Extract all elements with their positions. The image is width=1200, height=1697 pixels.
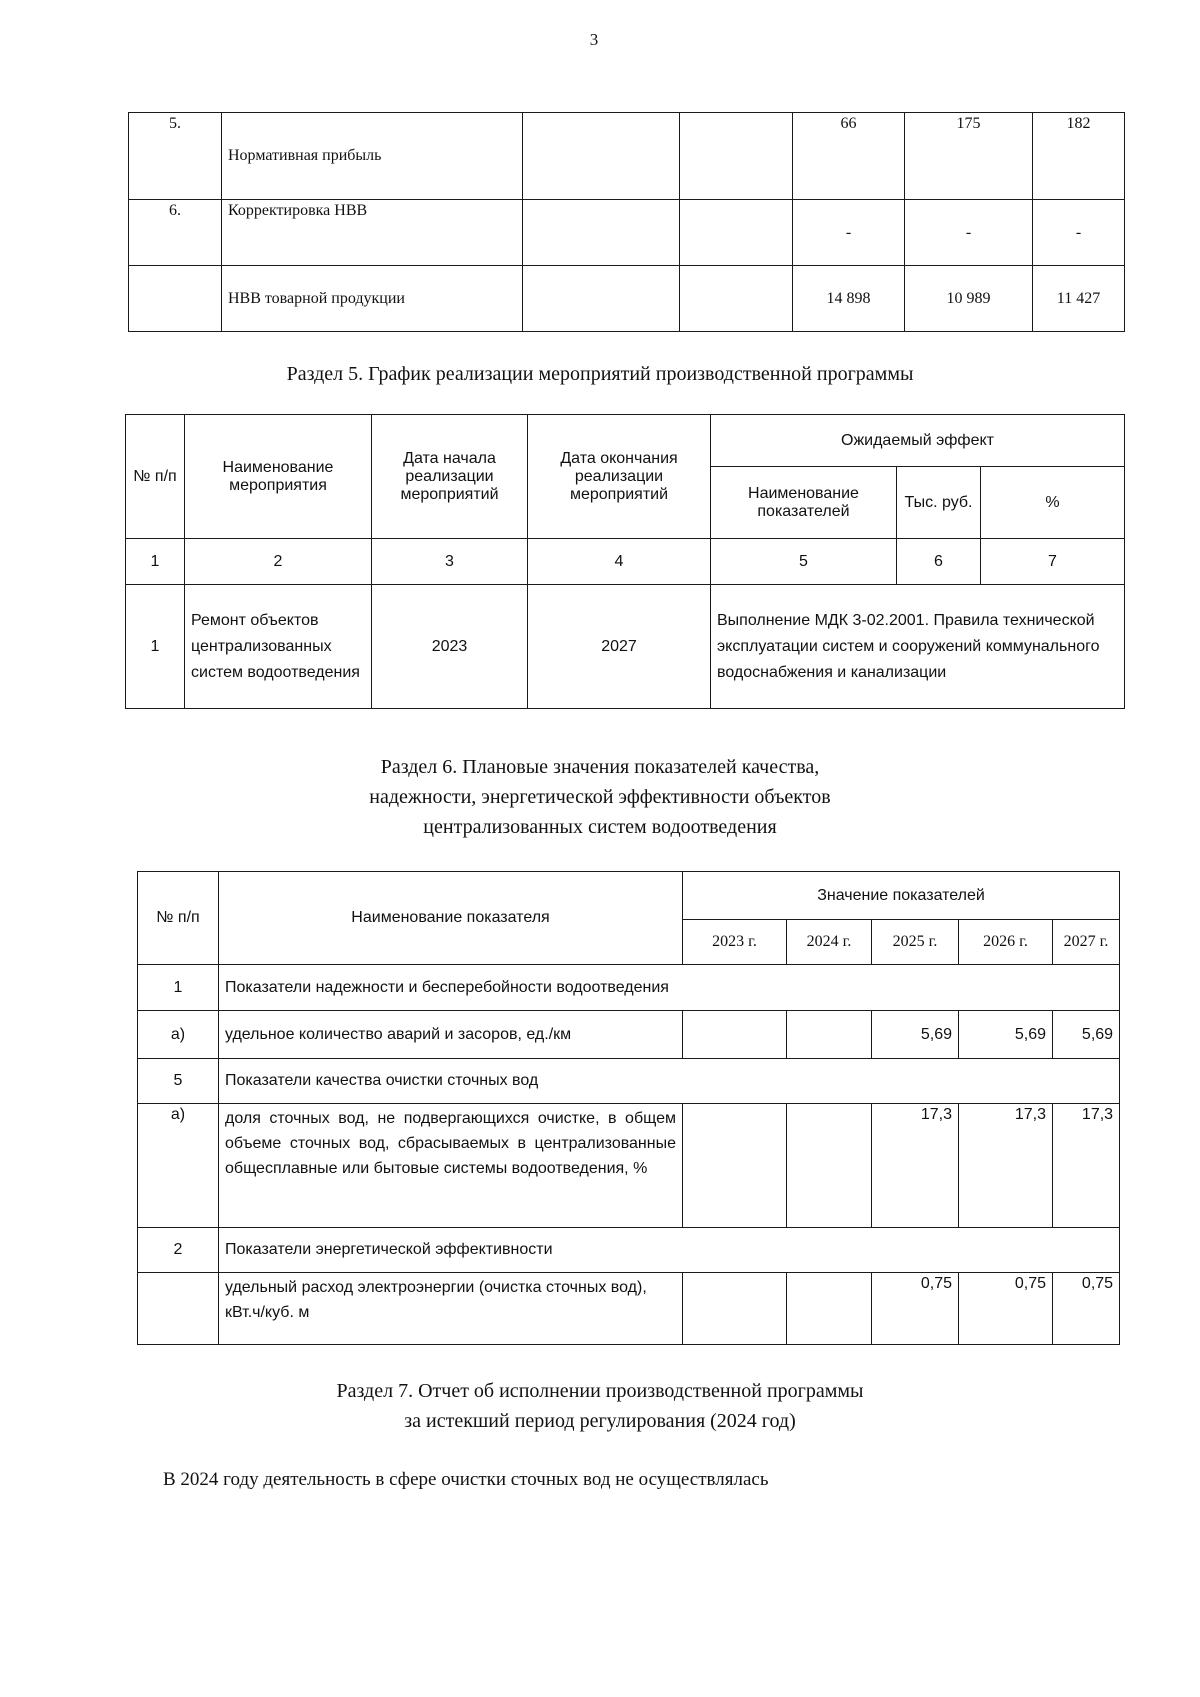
header-name: Наименование мероприятия: [185, 415, 372, 539]
empty-cell: [523, 113, 680, 200]
row-number: 5.: [129, 113, 222, 200]
col-number: 7: [981, 539, 1125, 585]
table-row: [138, 1104, 1120, 1228]
value-cell: 17,3: [872, 1104, 959, 1228]
value-cell: 17,3: [1053, 1104, 1120, 1228]
value-cell: -: [1033, 200, 1125, 266]
table-row: [129, 113, 1125, 200]
value-cell: -: [905, 200, 1033, 266]
value-cell: [683, 1011, 787, 1059]
header-thousand-rub: Тыс. руб.: [897, 467, 981, 539]
group-row: [138, 1059, 1120, 1104]
header-start-date: Дата начала реализации мероприятий: [372, 415, 528, 539]
row-number: а): [138, 1011, 219, 1059]
header-name: Наименование показателя: [219, 872, 683, 965]
value-cell: [787, 1273, 872, 1345]
group-number: 1: [138, 965, 219, 1011]
empty-cell: [680, 200, 793, 266]
header-values: Значение показателей: [683, 872, 1120, 920]
empty-cell: [523, 200, 680, 266]
header-year: 2024 г.: [787, 920, 872, 965]
section7-title: [0, 1376, 1200, 1436]
value-cell: 5,69: [1053, 1011, 1120, 1059]
header-year: 2023 г.: [683, 920, 787, 965]
table-section5: [125, 414, 1125, 709]
group-title: Показатели надежности и бесперебойности водоотведения: [219, 965, 1120, 1011]
empty-cell: [680, 113, 793, 200]
group-row: [138, 1228, 1120, 1273]
header-percent: %: [981, 467, 1125, 539]
group-row: [138, 965, 1120, 1011]
row-name: Ремонт объектов централизованных систем водоотведения: [185, 585, 372, 709]
row-number: 1: [126, 585, 185, 709]
group-number: 2: [138, 1228, 219, 1273]
row-number: а): [138, 1104, 219, 1228]
value-cell: 0,75: [959, 1273, 1053, 1345]
group-title: Показатели энергетической эффективности: [219, 1228, 1120, 1273]
value-cell: 0,75: [1053, 1273, 1120, 1345]
section6-title-line: централизованных систем водоотведения: [423, 816, 777, 838]
row-name: удельный расход электроэнергии (очистка сточных вод), кВт.ч/куб. м: [219, 1273, 683, 1345]
col-number: 6: [897, 539, 981, 585]
row-name: удельное количество аварий и засоров, ед./км: [219, 1011, 683, 1059]
row-effect: Выполнение МДК 3-02.2001. Правила технической эксплуатации систем и сооружений коммунального водоснабжения и канализации: [711, 585, 1125, 709]
value-cell: 5,69: [872, 1011, 959, 1059]
section6-title-line: Раздел 6. Плановые значения показателей качества,: [380, 756, 820, 778]
table-row: [129, 266, 1125, 332]
column-numbers-row: [126, 539, 1125, 585]
section7-title-line: за истекший период регулирования (2024 год): [404, 1410, 796, 1432]
row-number: [129, 266, 222, 332]
header-expected-effect: Ожидаемый эффект: [711, 415, 1125, 467]
row-end-date: 2027: [528, 585, 711, 709]
header-row: [126, 415, 1125, 467]
table-production-costs: [128, 112, 1125, 332]
group-number: 5: [138, 1059, 219, 1104]
value-cell: -: [793, 200, 905, 266]
value-cell: 182: [1033, 113, 1125, 200]
table-row: [129, 200, 1125, 266]
row-name: Нормативная прибыль: [222, 113, 523, 200]
table-row: [138, 1011, 1120, 1059]
header-year: 2025 г.: [872, 920, 959, 965]
row-number: 6.: [129, 200, 222, 266]
header-year: 2026 г.: [959, 920, 1053, 965]
group-title: Показатели качества очистки сточных вод: [219, 1059, 1120, 1104]
col-number: 2: [185, 539, 372, 585]
value-cell: 66: [793, 113, 905, 200]
value-cell: 0,75: [872, 1273, 959, 1345]
value-cell: 17,3: [959, 1104, 1053, 1228]
empty-cell: [523, 266, 680, 332]
value-cell: 14 898: [793, 266, 905, 332]
value-cell: 11 427: [1033, 266, 1125, 332]
col-number: 5: [711, 539, 897, 585]
header-row: [138, 872, 1120, 920]
value-cell: 5,69: [959, 1011, 1053, 1059]
value-cell: [683, 1104, 787, 1228]
header-num: № п/п: [126, 415, 185, 539]
page-number: 3: [589, 30, 599, 49]
header-year: 2027 г.: [1053, 920, 1120, 965]
col-number: 1: [126, 539, 185, 585]
header-num: № п/п: [138, 872, 219, 965]
section5-title: Раздел 5. График реализации мероприятий производственной программы: [286, 363, 914, 385]
table-row: [138, 1273, 1120, 1345]
table-section6: [137, 871, 1120, 1345]
value-cell: 175: [905, 113, 1033, 200]
empty-cell: [680, 266, 793, 332]
section6-title: [0, 752, 1200, 842]
header-end-date: Дата окончания реализации мероприятий: [528, 415, 711, 539]
row-number: [138, 1273, 219, 1345]
table-row: [126, 585, 1125, 709]
value-cell: [683, 1273, 787, 1345]
col-number: 3: [372, 539, 528, 585]
section7-title-line: Раздел 7. Отчет об исполнении производственной программы: [336, 1380, 864, 1402]
col-number: 4: [528, 539, 711, 585]
value-cell: 10 989: [905, 266, 1033, 332]
section6-title-line: надежности, энергетической эффективности объектов: [369, 786, 831, 808]
row-start-date: 2023: [372, 585, 528, 709]
row-name: НВВ товарной продукции: [222, 266, 523, 332]
section7-text: В 2024 году деятельность в сфере очистки сточных вод не осуществлялась: [163, 1469, 769, 1490]
header-indicator-name: Наименование показателей: [711, 467, 897, 539]
row-name: доля сточных вод, не подвергающихся очистке, в общем объеме сточных вод, сбрасываемых в централизованные общесплавные или бытовые системы водоотведения, %: [219, 1104, 683, 1228]
value-cell: [787, 1011, 872, 1059]
row-name: Корректировка НВВ: [222, 200, 523, 266]
value-cell: [787, 1104, 872, 1228]
